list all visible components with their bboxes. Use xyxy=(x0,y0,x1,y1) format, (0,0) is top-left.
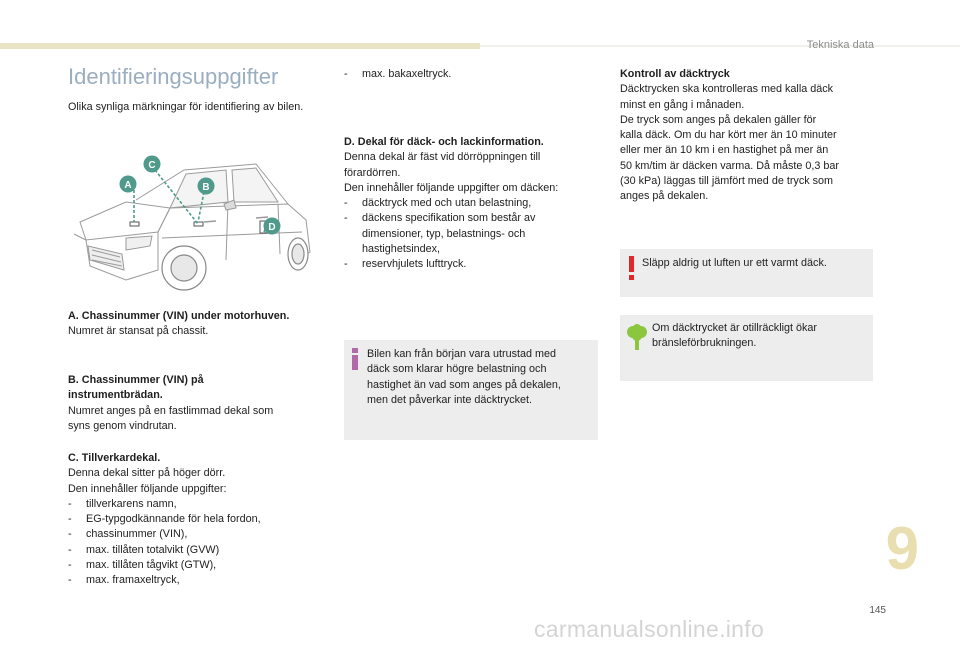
label-c: C xyxy=(148,160,156,171)
tyre-check-line: De tryck som anges på dekalen gäller för xyxy=(620,113,817,126)
section-d-line-2: förardörren. xyxy=(344,166,401,179)
warning-box xyxy=(620,249,873,297)
section-b-text-1: Numret anges på en fastlimmad dekal som xyxy=(68,404,274,417)
list-item: - EG-typgodkännande för hela fordon, xyxy=(68,513,261,526)
tyre-check-line: (30 kPa) läggas till jämfört med de tryck som xyxy=(620,175,834,188)
tyre-check-line: anges på dekalen. xyxy=(620,190,709,203)
section-d-line-3: Den innehåller följande uppgifter om däcken: xyxy=(344,181,559,194)
section-d xyxy=(344,135,599,273)
info-icon xyxy=(350,348,360,370)
header-bar xyxy=(0,43,480,49)
tyre-check-line: minst en gång i månaden. xyxy=(620,98,745,111)
list-item-continued: hastighetsindex, xyxy=(362,243,441,256)
list-item: - däcktryck med och utan belastning, xyxy=(344,197,532,210)
section-b-heading-2: instrumentbrädan. xyxy=(68,389,163,402)
tree-icon xyxy=(626,324,648,350)
watermark: carmanualsonline.info xyxy=(534,616,765,642)
section-c-line-2: Den innehåller följande uppgifter: xyxy=(68,482,227,495)
tyre-check-heading: Kontroll av däcktryck xyxy=(620,68,730,80)
car-illustration xyxy=(66,142,320,300)
section-c-continued xyxy=(344,67,594,82)
page-number: 145 xyxy=(869,605,886,616)
label-a: A xyxy=(124,180,132,191)
eco-line: Om däcktrycket är otillräckligt ökar xyxy=(652,322,817,334)
list-item: - chassinummer (VIN), xyxy=(68,528,188,541)
warning-icon xyxy=(627,256,636,280)
label-b: B xyxy=(202,182,210,193)
tyre-check-line: 50 km/tim är däcken varma. Då måste 0,3 bar xyxy=(620,159,840,172)
section-c-line-1: Denna dekal sitter på höger dörr. xyxy=(68,467,226,480)
tyre-check-line: eller mer än 10 km i en hastighet på mer än xyxy=(620,144,829,157)
section-title: Tekniska data xyxy=(806,39,874,51)
section-d-line-1: Denna dekal är fäst vid dörröppningen till xyxy=(344,151,541,164)
info-line: Bilen kan från början vara utrustad med xyxy=(367,348,557,360)
chapter-number: 9 xyxy=(885,515,919,582)
eco-box xyxy=(620,315,873,381)
tyre-check-line: kalla däck. Om du har kört mer än 10 minuter xyxy=(620,129,837,142)
list-item: - max. tillåten totalvikt (GVW) xyxy=(68,543,220,556)
tyre-check xyxy=(620,67,880,205)
label-d: D xyxy=(268,222,276,233)
list-item: - däckens specifikation som består av xyxy=(344,212,536,225)
section-b-heading-1: B. Chassinummer (VIN) på xyxy=(68,374,204,386)
info-line: men det påverkar inte däcktrycket. xyxy=(367,393,533,406)
section-a-heading: A. Chassinummer (VIN) under motorhuven. xyxy=(68,310,290,322)
list-item: - max. tillåten tågvikt (GTW), xyxy=(68,559,217,572)
list-item: - max. framaxeltryck, xyxy=(68,574,180,587)
info-line: hastighet än vad som anges på dekalen, xyxy=(367,378,561,391)
list-item: - tillverkarens namn, xyxy=(68,497,177,510)
info-line: däck som klarar högre belastning och xyxy=(367,363,547,376)
list-item-continued: dimensioner, typ, belastnings- och xyxy=(362,227,526,240)
list-item: - max. bakaxeltryck. xyxy=(344,68,452,80)
eco-line: bränsleförbrukningen. xyxy=(652,337,757,350)
list-item: - reservhjulets lufttryck. xyxy=(344,258,467,271)
page-title: Identifieringsuppgifter xyxy=(68,64,279,89)
section-b xyxy=(68,373,333,434)
section-d-heading: D. Dekal för däck- och lackinformation. xyxy=(344,136,544,148)
tyre-check-line: Däcktrycken ska kontrolleras med kalla däck xyxy=(620,83,834,96)
section-c-heading: C. Tillverkardekal. xyxy=(68,452,161,464)
intro-text: Olika synliga märkningar för identifiering av bilen. xyxy=(68,101,304,113)
section-a-text: Numret är stansat på chassit. xyxy=(68,325,209,338)
warning-text: Släpp aldrig ut luften ur ett varmt däck. xyxy=(642,257,827,269)
section-c xyxy=(68,451,333,589)
section-a xyxy=(68,309,333,340)
info-box xyxy=(344,340,598,440)
header-rule xyxy=(480,45,960,47)
section-b-text-2: syns genom vindrutan. xyxy=(68,419,177,432)
